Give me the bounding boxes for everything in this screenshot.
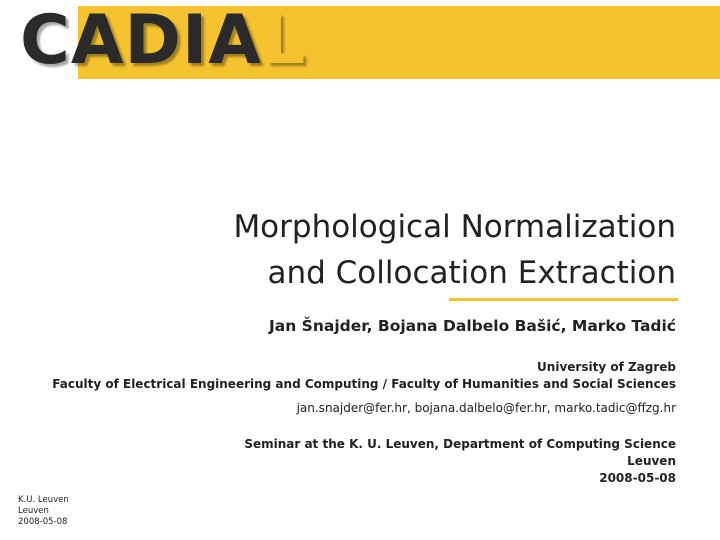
title-line-2: and Collocation Extraction xyxy=(267,255,676,291)
footer-line-1: K.U. Leuven xyxy=(18,495,69,505)
seminar-event: Seminar at the K. U. Leuven, Department of Computing Science xyxy=(244,437,676,451)
faculties: Faculty of Electrical Engineering and Computing / Faculty of Humanities and Social Sciences xyxy=(52,377,676,391)
authors: Jan Šnajder, Bojana Dalbelo Bašić, Marko Tadić xyxy=(269,317,676,335)
seminar-date: 2008-05-08 xyxy=(599,471,676,485)
title-line-1: Morphological Normalization xyxy=(233,209,676,245)
logo-main-text: CADIA xyxy=(20,1,262,80)
author-emails: jan.snajder@fer.hr, bojana.dalbelo@fer.hr, marko.tadic@ffzg.hr xyxy=(296,401,676,415)
header-banner xyxy=(0,0,720,82)
logo-accent-text: L xyxy=(261,1,307,80)
slide-footer xyxy=(18,495,138,528)
affiliation xyxy=(16,359,676,393)
seminar-info xyxy=(16,436,676,487)
title-underline-rule xyxy=(449,298,678,301)
slide-title xyxy=(116,204,676,296)
footer-line-2: Leuven xyxy=(18,506,49,516)
seminar-location: Leuven xyxy=(627,454,676,468)
university: University of Zagreb xyxy=(537,360,676,374)
footer-line-3: 2008-05-08 xyxy=(18,517,68,527)
cadial-logo xyxy=(20,0,306,82)
